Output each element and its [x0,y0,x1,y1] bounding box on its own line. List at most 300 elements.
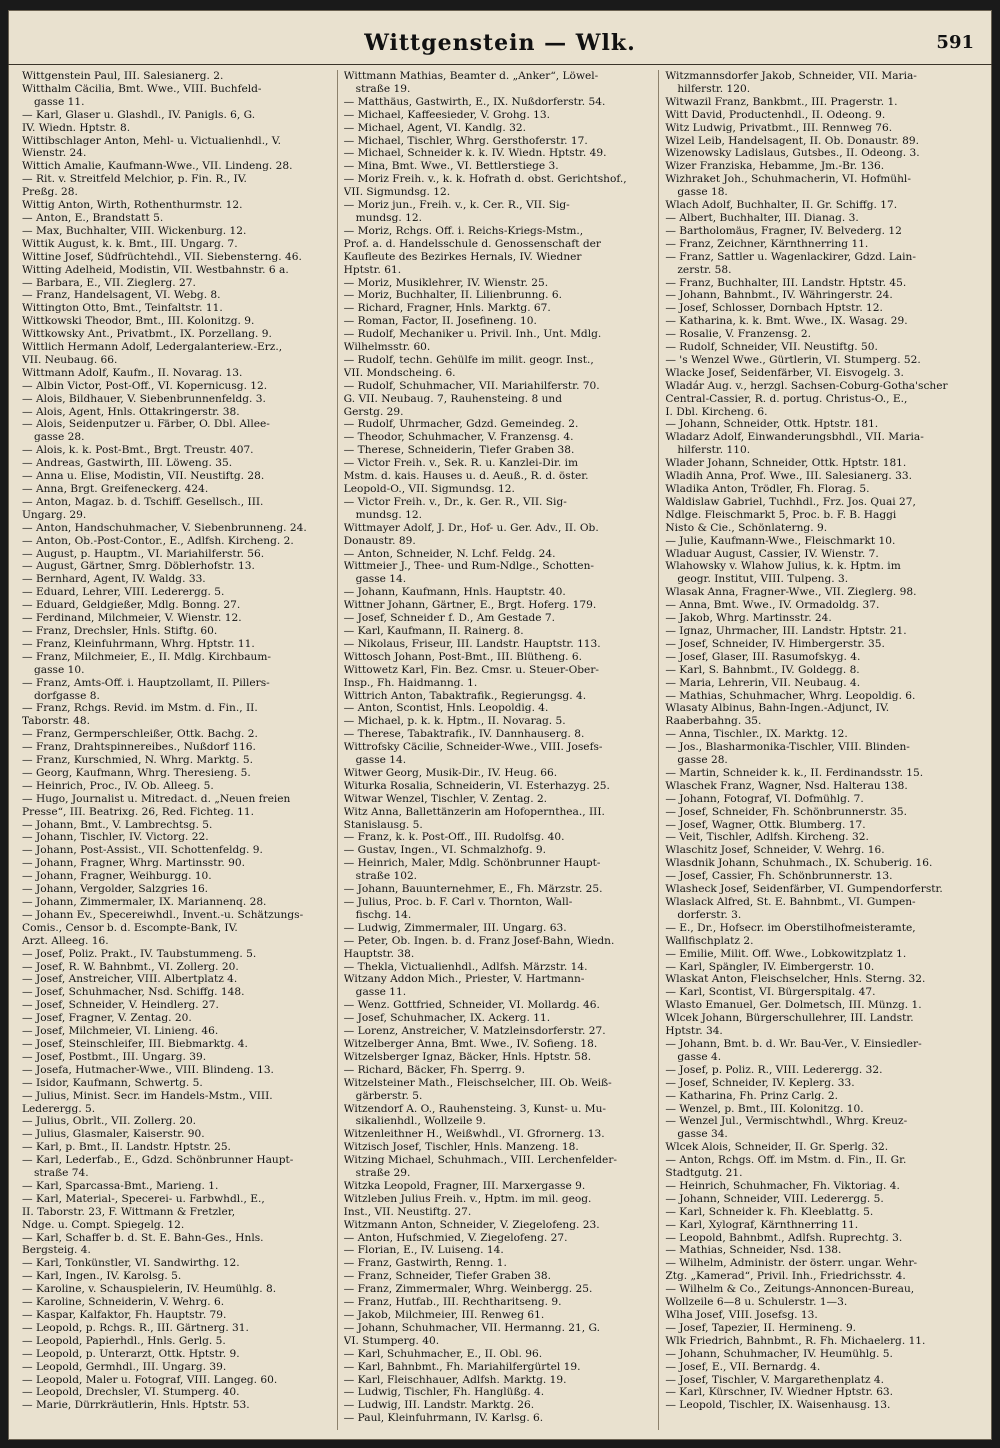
directory-entry-line: Wilhelmsstr. 60. [343,341,431,354]
directory-entry-line: — Karl, Glaser u. Glashdl., IV. Panigls. 6, G. [22,108,256,121]
directory-entry-line: — Wilhelm, Administr. der österr. ungar. Wehr- [665,1257,918,1270]
directory-entry-line: Wlaschitz Josef, Schneider, V. Wehrg. 16. [665,844,885,857]
directory-entry-line: Waldislaw Gabriel, Tuchhdl., Frz. Jos. Quai 27, [665,495,916,508]
directory-entry-line: — Heinrich, Schuhmacher, Fh. Viktoriag. 4. [665,1179,900,1192]
directory-entry-line: — Josef, Schlosser, Dornbach Hptstr. 12. [665,302,883,315]
directory-entry-line: — Josef, Schneider f. D., Am Gestade 7. [343,612,556,625]
directory-entry-line: — Josef, Tapezier, II. Hermineng. 9. [665,1321,857,1334]
directory-entry-line: — Johann, Bmt. b. d. Wr. Bau-Ver., V. Einsiedler- [665,1037,922,1050]
directory-entry-line: — Ferdinand, Milchmeier, V. Wienstr. 12. [22,612,242,625]
directory-entry-line: — Veit, Tischler, Adlfsh. Kircheng. 32. [665,831,869,844]
directory-entry-line: Donaustr. 89. [343,534,416,547]
directory-entry-line: Wittgenstein Paul, III. Salesianerg. 2. [22,70,224,82]
directory-entry-line: Witzing Michael, Schuhmach., VIII. Lerchenfelder- [343,1154,617,1167]
directory-entry-line: — Josef, Postbmt., III. Ungarg. 39. [22,1050,207,1063]
directory-entry-line: — Paul, Kleinfuhrmann, IV. Karlsg. 6. [343,1412,544,1425]
directory-entry-line: gasse 4. [677,1050,722,1063]
directory-entry-line: Central-Cassier, R. d. portug. Christus-O., E., [665,392,908,405]
directory-entry-line: — Anton, Magaz. b. d. Tschiff. Gesellsch., III. [22,495,264,508]
directory-entry-line: — Florian, E., IV. Luiseng. 14. [343,1244,504,1257]
directory-entry-line: — Karoline, v. Schauspielerin, IV. Heumühlg. 8. [22,1283,277,1296]
directory-entry-line: — Karl, Spängler, IV. Eimbergerstr. 10. [665,960,875,973]
directory-entry-line: — E., Dr., Hofsecr. im Oberstilhofmeisteramte, [665,921,916,934]
directory-entry-line: — Andreas, Gastwirth, III. Löweng. 35. [22,457,233,470]
directory-entry-line: — Julius, Obrlt., VII. Zollerg. 20. [22,1115,197,1128]
directory-entry-line: Witzendorf A. O., Rauhensteing. 3, Kunst- u. Mu- [343,1102,606,1115]
directory-entry-line: Wollzeile 6—8 u. Schulerstr. 1—3. [665,1296,848,1309]
directory-entry-line: Lederergg. 5. [22,1102,96,1115]
directory-entry-line: — Kaspar, Kalfaktor, Fh. Hauptstr. 79. [22,1309,227,1321]
directory-entry-line: — Leopold, Germhdl., III. Ungarg. 39. [22,1360,227,1373]
directory-entry-line: — Franz, Drechsler, Hnls. Stiftg. 60. [22,624,218,637]
directory-entry-line: — Johann, Tischler, IV. Victorg. 22. [22,831,209,844]
directory-entry-line: gasse 28. [677,754,728,767]
directory-entry-line: — Mathias, Schuhmacher, Whrg. Leopoldig. 6. [665,689,916,702]
directory-entry-line: — Karl, Schneider k. Fh. Kleeblattg. 5. [665,1205,874,1218]
directory-entry-line: — Rudolf, techn. Gehülfe im milit. geogr. Inst., [343,353,594,366]
directory-entry-line: Witzka Leopold, Fragner, III. Marxergasse 9. [343,1179,586,1192]
directory-entry-line: — Johann, Fragner, Weihburgg. 10. [22,870,212,883]
directory-entry-line: — Alois, Seidenputzer u. Färber, O. Dbl. Allee- [22,418,270,431]
directory-entry-line: — Isidor, Kaufmann, Schwertg. 5. [22,1076,203,1089]
directory-entry-line: Hauptstr. 38. [343,947,415,960]
directory-entry-line: — Johann, Fotograf, VI. Dofmühlg. 7. [665,792,864,805]
directory-entry-line: VI. Stumperg. 40. [343,1334,440,1347]
directory-entry-line: — Anton, Schneider, N. Lchf. Feldg. 24. [343,547,556,560]
directory-entry-line: — Johann, Bauunternehmer, E., Fh. Märzstr. 25. [343,883,603,896]
directory-entry-line: — Michael, Agent, VI. Kandlg. 32. [343,121,527,134]
directory-entry-line: mundsg. 12. [355,211,422,224]
directory-entry-line: Comis., Censor b. d. Escompte-Bank, IV. [22,921,238,934]
directory-entry-line: Ungarg. 29. [22,508,87,521]
directory-entry-line: Wittmayer Adolf, J. Dr., Hof- u. Ger. Adv., II. Ob. [343,521,599,534]
directory-entry-line: — Bernhard, Agent, IV. Waldg. 33. [22,573,206,586]
directory-entry-line: — Matthäus, Gastwirth, E., IX. Nußdorferstr. 54. [343,95,606,108]
directory-entry-line: II. Taborstr. 23, F. Wittmann & Fretzler, [22,1205,236,1218]
directory-entry-line: — Josef, Glaser, III. Rasumofskyg. 4. [665,650,861,663]
directory-entry-line: — Franz, Hutfab., III. Rechtharitseng. 9. [343,1296,562,1309]
directory-entry-line: Witthalm Cäcilia, Bmt. Wwe., VIII. Buchfeld- [22,82,262,95]
directory-entry-line: I. Dbl. Kircheng. 6. [665,405,768,418]
directory-entry-line: Wlk Friedrich, Bahnbmt., R. Fh. Michaelerg. 11. [665,1334,926,1347]
directory-entry-line: — Thekla, Victualienhdl., Adlfsh. Märzstr. 14. [343,960,588,973]
running-head: Wittgenstein — Wlk. [364,30,636,56]
directory-entry-line: — Julius, Minist. Secr. im Handels-Mstm., VIII. [22,1089,273,1102]
directory-entry-line: — Wilhelm & Co., Zeitungs-Annoncen-Bureau, [665,1283,915,1296]
directory-entry-line: Witwer Georg, Musik-Dir., IV. Heug. 66. [343,766,558,779]
directory-entry-line: sikalienhdl., Wollzeile 9. [355,1115,486,1128]
directory-entry-line: — Julius, Proc. b. F. Carl v. Thornton, Wall- [343,896,573,908]
directory-entry-line: — Johann, Schuhmacher, VII. Hermanng. 21, G. [343,1321,600,1334]
directory-entry-line: Witz Ludwig, Privatbmt., III. Rennweg 76. [665,121,893,134]
directory-entry-line: — Albin Victor, Post-Off., VI. Kopernicusg. 12. [22,379,268,392]
directory-entry-line: Hptstr. 61. [343,263,402,276]
directory-entry-line: — Karl, Schuhmacher, E., II. Obl. 96. [343,1347,543,1360]
directory-entry-line: — August, Gärtner, Smrg. Döblerhofstr. 13. [22,560,255,573]
directory-entry-line: — Barbara, E., VII. Zieglerg. 27. [22,276,196,289]
directory-entry-line: — Anton, Handschuhmacher, V. Siebenbrunneng. 24. [22,521,307,534]
directory-entry-line: Ndlge. Fleischmarkt 5, Proc. b. F. B. Haggi [665,508,897,521]
directory-entry-line: — Leopold, Maler u. Fotograf, VIII. Langeg. 60. [22,1373,278,1386]
directory-entry-line: zerstr. 58. [677,263,732,276]
directory-entry-line: — Franz, Kleinfuhrmann, Whrg. Hptstr. 11. [22,637,255,650]
directory-entry-line: Witt David, Productenhdl., II. Odeong. 9. [665,108,886,121]
directory-entry-line: — 's Wenzel Wwe., Gürtlerin, VI. Stumperg. 52. [665,353,921,366]
directory-entry-line: — Ludwig, Tischler, Fh. Hanglüßg. 4. [343,1386,545,1399]
directory-entry-line: G. VII. Neubaug. 7, Rauhensteing. 8 und [343,392,563,405]
directory-entry-line: Wizenowsky Ladislaus, Gutsbes., II. Odeong. 3. [665,147,920,160]
directory-entry-line: — Moriz jun., Freih. v., k. Cer. R., VII. Sig- [343,199,570,212]
directory-entry-line: Mstm. d. kais. Hauses u. d. Aeuß., R. d. öster. [343,470,589,483]
directory-entry-line: — Karl, p. Bmt., II. Landstr. Hptstr. 25. [22,1141,231,1154]
directory-entry-line: — Johann, Schuhmacher, IV. Heumühlg. 5. [665,1347,893,1360]
directory-entry-line: — Josef, p. Poliz. R., VIII. Lederergg. 32. [665,1063,883,1076]
directory-entry-line: — Karl, Lederfab., E., Gdzd. Schönbrunner Haupt- [22,1154,294,1167]
directory-entry-line: — Franz, Zeichner, Kärnthnerring 11. [665,237,869,250]
directory-entry-line: Wittington Otto, Bmt., Teinfaltstr. 11. [22,302,223,315]
directory-entry-line: Wlasto Emanuel, Ger. Dolmetsch, III. Münzg. 1. [665,999,922,1012]
directory-entry-line: — Josef, Wagner, Ottk. Blumberg. 17. [665,818,866,831]
directory-entry-line: — Karl, S. Bahnbmt., IV. Goldegg. 8. [665,663,860,676]
directory-entry-line: — Anna, Brgt. Greifeneckerg. 424. [22,483,209,495]
directory-entry-line: Wittowetz Karl, Fin. Bez. Cmsr. u. Steuer-Ober- [343,663,599,676]
directory-entry-line: — Josef, E., VII. Bernardg. 4. [665,1360,821,1373]
directory-entry-line: Witz Anna, Ballettänzerin am Hofopernthea., III. [343,805,605,818]
directory-entry-line: — Eduard, Geldgießer, Mdlg. Bonng. 27. [22,599,241,612]
directory-entry-line: — Alois, Bildhauer, V. Siebenbrunnenfeldg. 3. [22,392,266,405]
directory-entry-line: Witzany Addon Mich., Priester, V. Hartmann- [343,973,585,986]
directory-entry-line: — Franz, Sattler u. Wagenlackirer, Gdzd. Lain- [665,250,916,263]
directory-entry-line: — Karl, Kaufmann, II. Rainerg. 8. [343,624,524,637]
column-left [22,70,338,1430]
directory-entry-line: Wittmann Adolf, Kaufm., II. Novarag. 13. [22,366,243,379]
directory-entry-line: — Franz, Germperschleißer, Ottk. Bachg. 2. [22,728,258,741]
directory-entry-line: — Jakob, Whrg. Martinsstr. 24. [665,612,832,625]
directory-entry-line: — Michael, p. k. k. Hptm., II. Novarag. 5. [343,715,566,728]
directory-entry-line: — Josef, Steinschleifer, III. Biebmarktg. 4. [22,1037,248,1050]
directory-entry-line: — Michael, Tischler, Whrg. Gersthoferstr. 17. [343,134,588,147]
directory-entry-line: Witzelsberger Ignaz, Bäcker, Hnls. Hptstr. 58. [343,1050,592,1063]
directory-entry-line: — Josef, Anstreicher, VIII. Albertplatz 4. [22,973,238,986]
directory-entry-line: — Karl, Tonkünstler, VI. Sandwirthg. 12. [22,1257,240,1270]
directory-entry-line: Ndge. u. Compt. Spiegelg. 12. [22,1218,185,1231]
directory-entry-line: — Karl, Ingen., IV. Karolsg. 5. [22,1270,182,1283]
directory-entry-line: Witzisch Josef, Tischler, Hnls. Manzeng. 18. [343,1141,579,1154]
directory-entry-line: — Leopold, p. Unterarzt, Ottk. Hptstr. 9. [22,1347,240,1360]
directory-entry-line: Wlaskat Anton, Fleischselcher, Hnls. Sterng. 32. [665,973,926,986]
directory-entry-line: — Alois, Agent, Hnls. Ottakringerstr. 38. [22,405,240,418]
directory-entry-line: Wlaschek Franz, Wagner, Nsd. Halterau 138. [665,779,908,792]
directory-entry-line: Stanislausg. 5. [343,818,423,831]
directory-entry-line: — Karl, Xylograf, Kärnthnerring 11. [665,1218,859,1231]
directory-entry-line: Wittosch Johann, Post-Bmt., III. Blütheng. 6. [343,650,582,663]
directory-entry-line: Prof. a. d. Handelsschule d. Genossenschaft der [343,237,601,250]
directory-entry-line: Ztg. „Kamerad“, Privil. Inh., Friedrichsstr. 4. [665,1270,906,1283]
directory-entry-line: Wittkowski Theodor, Bmt., III. Kolonitzg. 9. [22,315,255,328]
directory-entry-line: — Mina, Bmt. Wwe., VI. Bettlerstiege 3. [343,160,559,173]
directory-entry-line: — Rudolf, Mechaniker u. Privil. Inh., Unt. Mdlg. [343,328,602,341]
directory-entry-line: Wlahowsky v. Wlahow Julius, k. k. Hptm. im [665,560,901,573]
directory-entry-line: — Josef, Milchmeier, VI. Linieng. 46. [22,1025,219,1038]
directory-entry-line: Wizhraket Joh., Schuhmacherin, VI. Hofmühl- [665,173,911,186]
directory-entry-line: — Katharina, k. k. Bmt. Wwe., IX. Wasag. 29. [665,315,908,328]
directory-entry-line: Inst., VII. Neustiftg. 27. [343,1205,472,1218]
directory-entry-line: — Anton, Scontist, Hnls. Leopoldig. 4. [343,702,549,715]
directory-entry-line: — Eduard, Lehrer, VIII. Lederergg. 5. [22,586,225,599]
directory-entry-line: Bergsteig. 4. [22,1244,91,1257]
directory-entry-line: — Rudolf, Schneider, VII. Neustiftg. 50. [665,341,878,354]
directory-entry-line: — Leopold, Bahnbmt., Adlfsh. Ruprechtg. 3. [665,1231,903,1244]
directory-entry-line: — Wenzel Jul., Vermischtwhdl., Whrg. Kreuz- [665,1115,908,1128]
directory-entry-line: — Ludwig, Zimmermaler, III. Ungarg. 63. [343,921,567,934]
directory-entry-line: — Gustav, Ingen., VI. Schmalzhofg. 9. [343,844,547,857]
directory-entry-line: Preßg. 28. [22,186,78,199]
directory-entry-line: hilferstr. 120. [677,82,751,95]
directory-entry-line: — Karl, Sparcassa-Bmt., Marieng. 1. [22,1179,219,1192]
directory-entry-line: — Josef, Schneider, IV. Keplerg. 33. [665,1076,855,1089]
directory-page [8,10,992,1440]
directory-entry-line: IV. Wiedn. Hptstr. 8. [22,121,131,134]
directory-entry-line: Witzmannsdorfer Jakob, Schneider, VII. Maria- [665,70,917,82]
directory-entry-line: Wittlich Hermann Adolf, Ledergalanteriew.-Erz., [22,341,283,354]
directory-entry-line: Wladarz Adolf, Einwanderungsbhdl., VII. Maria- [665,431,924,444]
directory-entry-line: — Franz, k. k. Post-Off., III. Rudolfsg. 40. [343,831,565,844]
directory-entry-line: — Karl, Schaffer b. d. St. E. Bahn-Ges., Hnls. [22,1231,264,1244]
directory-entry-line: — Franz, Zimmermaler, Whrg. Weinbergg. 25. [343,1283,593,1296]
directory-entry-line: Witzenleithner H., Weißwhdl., VI. Gfrornerg. 13. [343,1128,605,1141]
directory-entry-line: Witting Adelheid, Modistin, VII. Westbahnstr. 6 a. [22,263,289,276]
directory-entry-line: — Karl, Kürschner, IV. Wiedner Hptstr. 63. [665,1386,894,1399]
directory-entry-line: gasse 11. [355,986,407,999]
directory-entry-line: Wittrich Anton, Tabaktrafik., Regierungsg. 4. [343,689,587,702]
directory-entry-line: Insp., Fh. Haidmanng. 1. [343,676,478,689]
directory-entry-line: — Leopold, p. Rchgs. R., III. Gärtnerg. 31. [22,1321,249,1334]
directory-entry-line: gasse 14. [355,754,407,767]
directory-entry-line: — Rudolf, Uhrmacher, Gdzd. Gemeindeg. 2. [343,418,579,431]
directory-entry-line: straße 74. [34,1167,89,1180]
directory-entry-line: — Josef, Tischler, V. Margarethenplatz 4. [665,1373,885,1386]
directory-entry-line: Taborstr. 48. [22,715,90,728]
column-right [665,70,980,1430]
directory-entry-line: — Moriz Freih. v., k. k. Hofrath d. obst. Gerichtshof., [343,173,627,186]
directory-entry-line: — Wenzel, p. Bmt., III. Kolonitzg. 10. [665,1102,864,1115]
directory-entry-line: Wlader Johann, Schneider, Ottk. Hptstr. 181. [665,457,907,470]
directory-entry-line: Wlasheck Josef, Seidenfärber, VI. Gumpendorferstr. [665,883,943,896]
directory-entry-line: — Peter, Ob. Ingen. b. d. Franz Josef-Bahn, Wiedn. [343,934,615,947]
directory-entry-line: — Heinrich, Maler, Mdlg. Schönbrunner Haupt- [343,857,601,870]
directory-entry-line: — Therese, Tabaktrafik., IV. Dannhauserg. 8. [343,728,585,741]
directory-entry-line: — Johann, Kaufmann, Hnls. Hauptstr. 40. [343,586,566,599]
directory-entry-line: — Martin, Schneider k. k., II. Ferdinandsstr. 15. [665,766,924,779]
directory-entry-line: — Anna, Tischler., IX. Marktg. 12. [665,728,848,741]
directory-entry-line: Wlasdnik Johann, Schuhmach., IX. Schuberig. 16. [665,857,933,870]
directory-entry-line: fischg. 14. [355,908,412,921]
directory-entry-line: — Johann, Fragner, Whrg. Martinsstr. 90. [22,857,245,870]
directory-entry-line: — Anna u. Elise, Modistin, VII. Neustiftg. 28. [22,470,265,483]
directory-entry-line: Witzmann Anton, Schneider, V. Ziegelofeng. 23. [343,1218,600,1231]
directory-entry-line: Wladár Aug. v., herzgl. Sachsen-Coburg-Gotha'scher [665,379,948,392]
directory-entry-line: — Lorenz, Anstreicher, V. Matzleinsdorferstr. 27. [343,1025,606,1038]
directory-entry-line: — Franz, Milchmeier, E., II. Mdlg. Kirchbaum- [22,650,271,663]
directory-entry-line: — Ludwig, III. Landstr. Marktg. 26. [343,1399,535,1412]
directory-entry-line: — Josef, Cassier, Fh. Schönbrunnerstr. 13. [665,870,893,883]
directory-entry-line: — Theodor, Schuhmacher, V. Franzensg. 4. [343,431,574,444]
directory-entry-line: Witwazil Franz, Bankbmt., III. Pragerstr. 1. [665,95,898,108]
directory-entry-line: gasse 28. [34,431,85,444]
directory-entry-line: — Jos., Blasharmonika-Tischler, VIII. Blinden- [665,741,910,754]
directory-entry-line: — Anton, Rchgs. Off. im Mstm. d. Fin., II. Gr. [665,1154,907,1167]
directory-entry-line: Wittner Johann, Gärtner, E., Brgt. Hoferg. 179. [343,599,597,612]
directory-entry-line: Wittig Anton, Wirth, Rothenthurmstr. 12. [22,199,243,212]
directory-entry-line: — Franz, Handelsagent, VI. Webg. 8. [22,289,221,302]
directory-entry-line: Witzelberger Anna, Bmt. Wwe., IV. Sofieng. 18. [343,1037,598,1050]
directory-entry-line: — Moriz, Musiklehrer, IV. Wienstr. 25. [343,276,549,289]
directory-entry-line: — Michael, Schneider k. k. IV. Wiedn. Hptstr. 49. [343,147,607,160]
directory-entry-line: gasse 14. [355,573,407,586]
directory-entry-line: — Julie, Kaufmann-Wwe., Fleischmarkt 10. [665,534,896,547]
directory-entry-line: — Johann Ev., Specereiwhdl., Invent.-u. Schätzungs- [22,908,304,921]
directory-entry-line: — Josef, Fragner, V. Zentag. 20. [22,1012,192,1025]
directory-entry-line: Wlaslack Alfred, St. E. Bahnbmt., VI. Gumpen- [665,896,916,908]
directory-entry-line: — Josef, R. W. Bahnbmt., VI. Zollerg. 20. [22,960,239,973]
directory-entry-line: — Josef, Schneider, IV. Himbergerstr. 35. [665,637,885,650]
directory-entry-line: — Karl, Bahnbmt., Fh. Mariahilfergürtel 19. [343,1360,581,1373]
directory-entry-line: — Rudolf, Schuhmacher, VII. Mariahilferstr. 70. [343,379,600,392]
directory-entry-line: — Johann, Zimmermaler, IX. Mariannenq. 28. [22,896,267,908]
page-header [8,30,992,65]
directory-entry-line: — Karl, Material-, Specerei- u. Farbwhdl., E., [22,1192,265,1205]
directory-entry-line: — Leopold, Papierhdl., Hnls. Gerlg. 5. [22,1334,226,1347]
directory-entry-line: — Johann, Schneider, VIII. Lederergg. 5. [665,1192,884,1205]
directory-entry-line: Witzelsteiner Math., Fleischselcher, III. Ob. Weiß- [343,1076,612,1089]
directory-entry-line: Wittmeier J., Thee- und Rum-Ndlge., Schotten- [343,560,594,573]
directory-entry-line: mundsg. 12. [355,508,422,521]
directory-entry-line: — Georg, Kaufmann, Whrg. Theresieng. 5. [22,766,251,779]
directory-entry-line: — Josefa, Hutmacher-Wwe., VIII. Blindeng. 13. [22,1063,274,1076]
directory-entry-line: gasse 11. [34,95,85,108]
directory-entry-line: hilferstr. 110. [677,444,751,457]
directory-entry-line: Wittik August, k. k. Bmt., III. Ungarg. 7. [22,237,238,250]
directory-entry-line: Stadtgutg. 21. [665,1167,743,1180]
directory-entry-line: geogr. Institut, VIII. Tulpeng. 3. [677,573,849,586]
directory-entry-line: — Karl, Scontist, VI. Bürgerspitalg. 47. [665,986,876,999]
directory-entry-line: Wittmann Mathias, Beamter d. „Anker“, Löwel- [343,70,599,82]
directory-entry-line: Wlcek Alois, Schneider, II. Gr. Sperlg. 32. [665,1141,889,1154]
directory-entry-line: — Anton, E., Brandstatt 5. [22,211,164,224]
directory-entry-line: Wittich Amalie, Kaufmann-Wwe., VII. Lindeng. 28. [22,160,293,173]
directory-entry-line: — Richard, Fragner, Hnls. Marktg. 67. [343,302,551,315]
directory-entry-line: — August, p. Hauptm., VI. Mariahilferstr. 56. [22,547,265,560]
directory-entry-line: Wittkowsky Ant., Privatbmt., IX. Porzellang. 9. [22,328,272,341]
directory-entry-line: Wladih Anna, Prof. Wwe., III. Salesianerg. 33. [665,470,912,483]
directory-entry-line: VII. Sigmundsg. 12. [343,186,451,199]
directory-entry-line: — Josef, Poliz. Prakt., IV. Taubstummeng. 5. [22,947,257,960]
column-middle [344,70,660,1430]
directory-entry-line: — Wenz. Gottfried, Schneider, VI. Mollardg. 46. [343,999,600,1012]
directory-entry-line: — Therese, Schneiderin, Tiefer Graben 38. [343,444,575,457]
directory-entry-line: — Johann, Vergolder, Salzgries 16. [22,883,209,896]
directory-entry-line: Wladuar August, Cassier, IV. Wienstr. 7. [665,547,879,560]
directory-entry-line: gasse 10. [34,663,85,676]
directory-entry-line: — Franz, Drahtspinnereibes., Nußdorf 116. [22,741,256,754]
directory-entry-line: — Heinrich, Proc., IV. Ob. Alleeg. 5. [22,779,214,792]
directory-entry-line: Leopold-O., VII. Sigmundsg. 12. [343,483,515,495]
directory-entry-line: Wlach Adolf, Buchhalter, II. Gr. Schiffg. 17. [665,199,898,212]
directory-entry-line: — Hugo, Journalist u. Mitredact. d. „Neuen freien [22,792,291,805]
directory-entry-line: — Moriz, Buchhalter, II. Lilienbrunng. 6. [343,289,563,302]
directory-entry-line: — Michael, Kaffeesieder, V. Grohg. 13. [343,108,551,121]
directory-entry-line: — Albert, Buchhalter, III. Dianag. 3. [665,211,859,224]
directory-entry-line: — Rosalie, V. Franzensg. 2. [665,328,812,341]
directory-entry-line: Gerstg. 29. [343,405,404,418]
directory-entry-line: Wlasaty Albinus, Bahn-Ingen.-Adjunct, IV. [665,702,890,715]
directory-entry-line: straße 102. [355,870,418,883]
directory-entry-line: — Victor Freih. v., Dr., k. Ger. R., VII. Sig- [343,495,567,508]
directory-entry-line: — Anna, Bmt. Wwe., IV. Ormadoldg. 37. [665,599,880,612]
directory-entry-line: Wizer Franziska, Hebamme, Jm.-Br. 136. [665,160,885,173]
directory-entry-line: dorferstr. 3. [677,908,742,921]
directory-entry-line: — Johann, Schneider, Ottk. Hptstr. 181. [665,418,879,431]
directory-entry-line: — Nikolaus, Friseur, III. Landstr. Hauptstr. 113. [343,637,601,650]
directory-entry-line: Wittibschlager Anton, Mehl- u. Victualienhdl., V. [22,134,281,147]
directory-entry-line: — Josef, Schneider, Fh. Schönbrunnerstr. 35. [665,805,908,818]
directory-entry-line: — Franz, Schneider, Tiefer Graben 38. [343,1270,551,1283]
directory-entry-line: — Leopold, Drechsler, VI. Stumperg. 40. [22,1386,240,1399]
directory-entry-line: — Anton, Hufschmied, V. Ziegelofeng. 27. [343,1231,568,1244]
directory-entry-line: — Julius, Glasmaler, Kaiserstr. 90. [22,1128,205,1141]
directory-entry-line: Witwar Wenzel, Tischler, V. Zentag. 2. [343,792,548,805]
directory-entry-line: — Leopold, Tischler, IX. Waisenhausg. 13. [665,1399,891,1412]
directory-entry-line: — Jakob, Milchmeier, III. Renweg 61. [343,1309,545,1321]
directory-entry-line: Wlasak Anna, Fragner-Wwe., VII. Zieglerg. 98. [665,586,917,599]
directory-entry-line: gärberstr. 5. [355,1089,423,1102]
directory-entry-line: Presse“, III. Beatrixg. 26, Red. Fichteg. 11. [22,805,254,818]
page-number: 591 [936,32,974,53]
directory-entry-line: VII. Mondscheing. 6. [343,366,456,379]
directory-entry-line: — Anton, Ob.-Post-Contor., E., Adlfsh. Kircheng. 2. [22,534,294,547]
directory-entry-line: Wlacke Josef, Seidenfärber, VI. Eisvogelg. 3. [665,366,904,379]
directory-entry-line: — Ignaz, Uhrmacher, III. Landstr. Hptstr. 21. [665,624,907,637]
directory-entry-line: — Franz, Rchgs. Revid. im Mstm. d. Fin., II. [22,702,258,715]
directory-entry-line: Nisto & Cie., Schönlaterng. 9. [665,521,828,534]
directory-entry-line: — Bartholomäus, Fragner, IV. Belvederg. 12 [665,224,902,237]
directory-entry-line: dorfgasse 8. [34,689,100,702]
directory-entry-line: Wladika Anton, Trödler, Fh. Florag. 5. [665,483,870,495]
directory-entry-line: Wittine Josef, Südfrüchtehdl., VII. Siebensterng. 46. [22,250,302,263]
directory-entry-line: Raaberbahng. 35. [665,715,762,728]
directory-entry-line: — Josef, Schneider, V. Heindlerg. 27. [22,999,219,1012]
directory-entry-line: Arzt. Alleeg. 16. [22,934,109,947]
directory-entry-line: — Franz, Buchhalter, III. Landstr. Hptstr. 45. [665,276,907,289]
directory-entry-line: — Roman, Factor, II. Josefineng. 10. [343,315,537,328]
directory-entry-line: — Katharina, Fh. Prinz Carlg. 2. [665,1089,839,1102]
directory-entry-line: — Johann, Bahnbmt., IV. Währingerstr. 24. [665,289,893,302]
directory-entry-line: — Josef, Schuhmacher, IX. Ackerg. 11. [343,1012,551,1025]
directory-entry-line: — Rit. v. Streitfeld Melchior, p. Fin. R., IV. [22,173,247,186]
directory-entry-line: Wittrofsky Cäcilie, Schneider-Wwe., VIII. Josefs- [343,741,603,754]
directory-entry-line: gasse 34. [677,1128,728,1141]
directory-entry-line: — Franz, Kurschmied, N. Whrg. Marktg. 5. [22,754,253,767]
directory-entry-line: Kaufleute des Bezirkes Hernals, IV. Wiedner [343,250,582,263]
directory-entry-line: — Karoline, Schneiderin, V. Wehrg. 6. [22,1296,225,1309]
directory-entry-line: straße 19. [355,82,411,95]
directory-entry-line: VII. Neubaug. 66. [22,353,118,366]
directory-entry-line: — Johann, Bmt., V. Lambrechtsg. 5. [22,818,213,831]
directory-entry-line: — Alois, k. k. Post-Bmt., Brgt. Treustr. 407. [22,444,254,457]
directory-entry-line: — Franz, Amts-Off. i. Hauptzollamt, II. Pillers- [22,676,270,689]
directory-entry-line: Wallfischplatz 2. [665,934,754,947]
directory-entry-line: Wizel Leib, Handelsagent, II. Ob. Donaustr. 89. [665,134,919,147]
